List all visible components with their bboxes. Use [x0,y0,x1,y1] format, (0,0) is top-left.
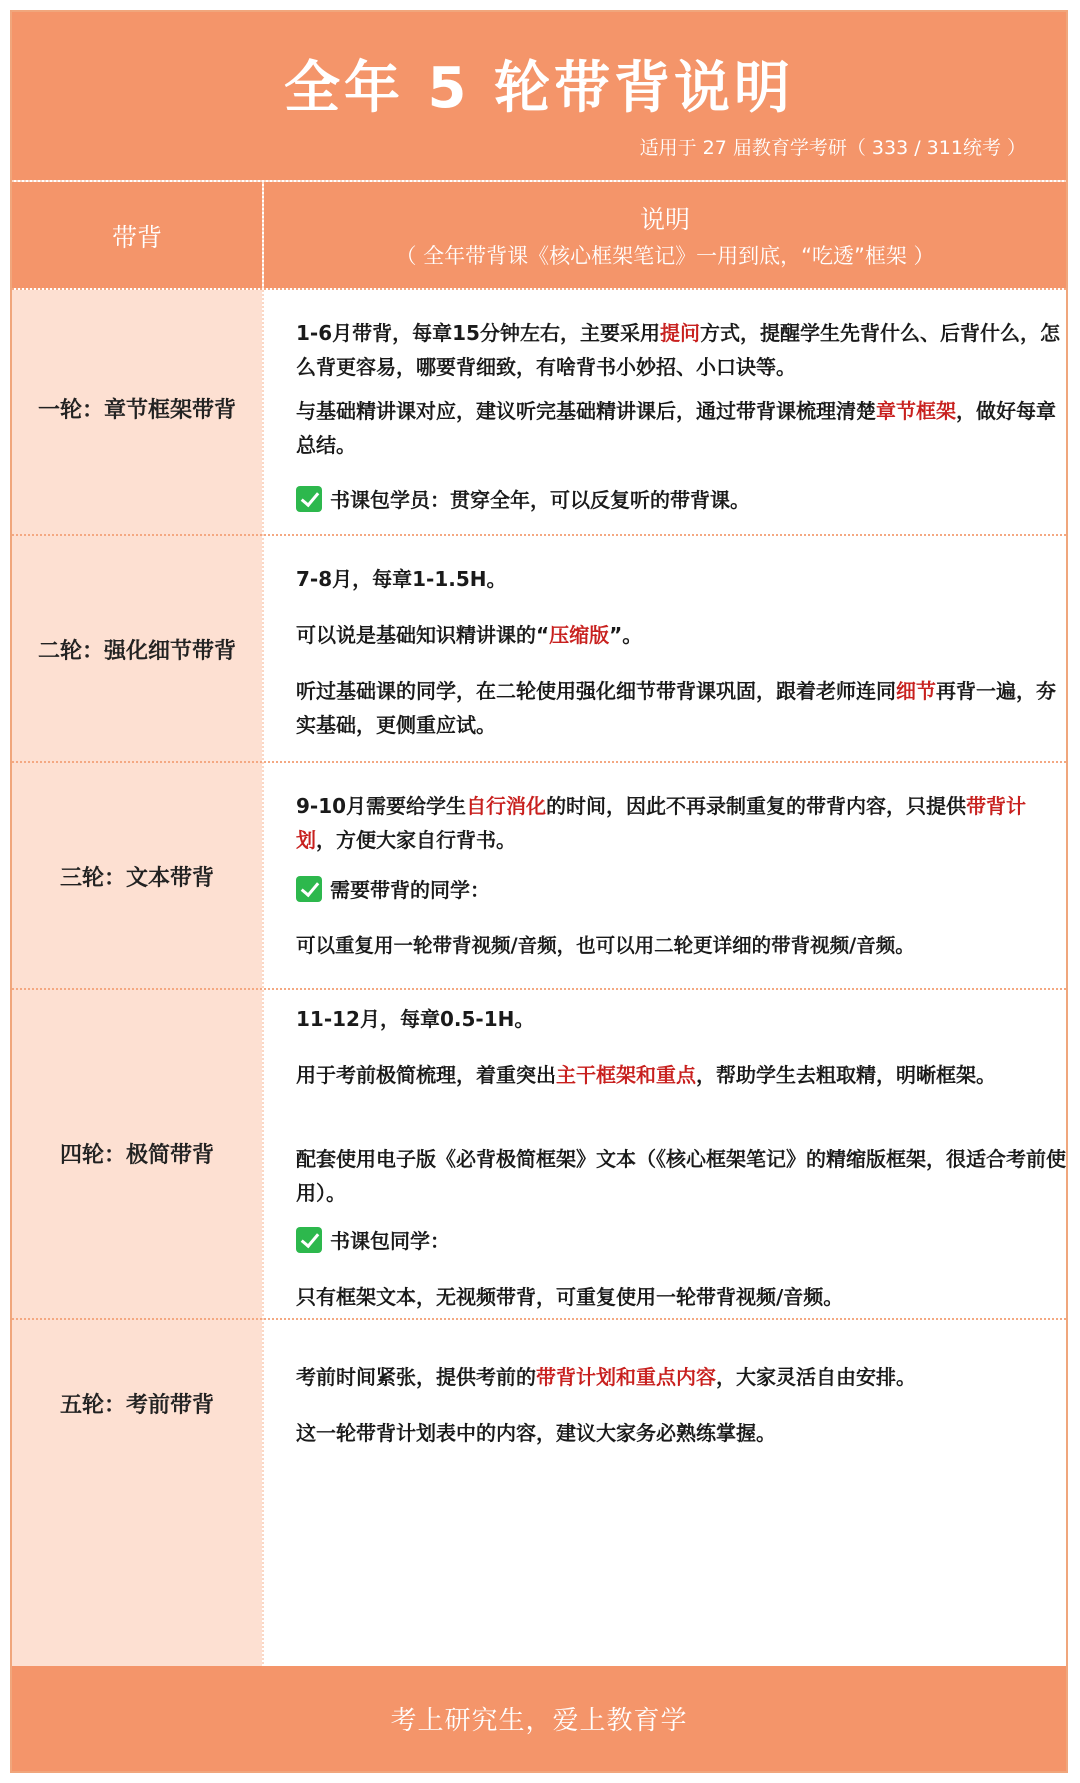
page-subtitle: 适用于 27 届教育学考研（ 333 / 311统考 ） [639,137,1026,159]
table-row-round-2 [12,534,1066,763]
row-label: 五轮：考前带背 [59,1393,214,1418]
highlight-text: 带背计划和重点内容 [536,1365,716,1389]
paragraph: 书课包同学： [296,1224,1066,1258]
column-header-label: 说明 [639,205,690,234]
paragraph: 书课包学员：贯穿全年，可以反复听的带背课。 [296,483,1066,517]
highlight-text: 压缩版 [549,623,610,647]
row-description-cell [264,1320,1066,1670]
row-label-cell [12,990,262,1320]
row-description-cell [264,990,1066,1320]
highlight-text: 自行消化 [466,794,547,818]
paragraph: 只有框架文本，无视频带背，可重复使用一轮带背视频/音频。 [296,1285,844,1309]
paragraph: 用于考前极简梳理，着重突出主干框架和重点，帮助学生去粗取精，明晰框架。 [296,1063,996,1087]
paragraph: 需要带背的同学： [296,873,1066,907]
row-label: 一轮：章节框架带背 [37,398,236,423]
row-label-cell [12,763,262,990]
paragraph: 11-12月，每章0.5-1H。 [296,1007,535,1031]
table-row-round-3 [12,761,1066,990]
paragraph: 7-8月，每章1-1.5H。 [296,567,507,591]
paragraph: 考前时间紧张，提供考前的带背计划和重点内容，大家灵活自由安排。 [296,1365,916,1389]
column-header-description [264,182,1066,288]
page-title: 全年 5 轮带背说明 [284,56,794,121]
column-header-label: 带背 [111,223,162,252]
paragraph: 9-10月需要给学生自行消化的时间，因此不再录制重复的带背内容，只提供带背计划，方便大家自行背书。 [296,794,1027,852]
paragraph: 这一轮带背计划表中的内容，建议大家务必熟练掌握。 [296,1421,776,1445]
highlight-text: 主干框架和重点 [556,1063,696,1087]
footer-slogan: 考上研究生，爱上教育学 [390,1706,688,1736]
row-label-cell [12,1320,262,1670]
check-mark-icon [296,486,322,512]
row-label: 三轮：文本带背 [59,866,214,891]
highlight-text: 章节框架 [876,399,956,423]
paragraph: 1-6月带背，每章15分钟左右，主要采用提问方式，提醒学生先背什么、后背什么，怎么背更容易，哪要背细致，有啥背书小妙招、小口诀等。 [296,321,1060,379]
paragraph: 可以说是基础知识精讲课的“压缩版”。 [296,623,643,647]
paragraph: 可以重复用一轮带背视频/音频，也可以用二轮更详细的带背视频/音频。 [296,934,915,957]
table-row-round-1 [12,288,1066,536]
highlight-text: 提问 [659,321,700,345]
row-label: 四轮：极简带背 [59,1143,214,1168]
paragraph: 听过基础课的同学，在二轮使用强化细节带背课巩固，跟着老师连同细节再背一遍，夯实基础，更侧重应试。 [296,679,1056,737]
check-mark-icon [296,1227,322,1253]
paragraph: 与基础精讲课对应，建议听完基础精讲课后，通过带背课梳理清楚章节框架，做好每章总结。 [296,399,1056,457]
highlight-text: 带背计划 [296,794,1027,852]
poster [10,10,1068,1773]
row-description-cell [264,536,1066,763]
column-header-note: （ 全年带背课《核心框架笔记》一用到底，“吃透”框架 ） [395,244,935,268]
row-label-cell [12,536,262,763]
row-label: 二轮：强化细节带背 [37,639,236,664]
column-header-rounds [12,182,262,288]
row-description-cell [264,290,1066,536]
table-row-round-5 [12,1318,1066,1670]
table-row-round-4 [12,988,1066,1320]
footer [12,1666,1066,1771]
check-mark-icon [296,876,322,902]
header [12,12,1066,180]
row-label-cell [12,290,262,536]
row-description-cell [264,763,1066,990]
highlight-text: 细节 [896,679,936,703]
paragraph: 配套使用电子版《必背极简框架》文本（《核心框架笔记》的精缩版框架，很适合考前使用）。 [296,1147,1066,1205]
